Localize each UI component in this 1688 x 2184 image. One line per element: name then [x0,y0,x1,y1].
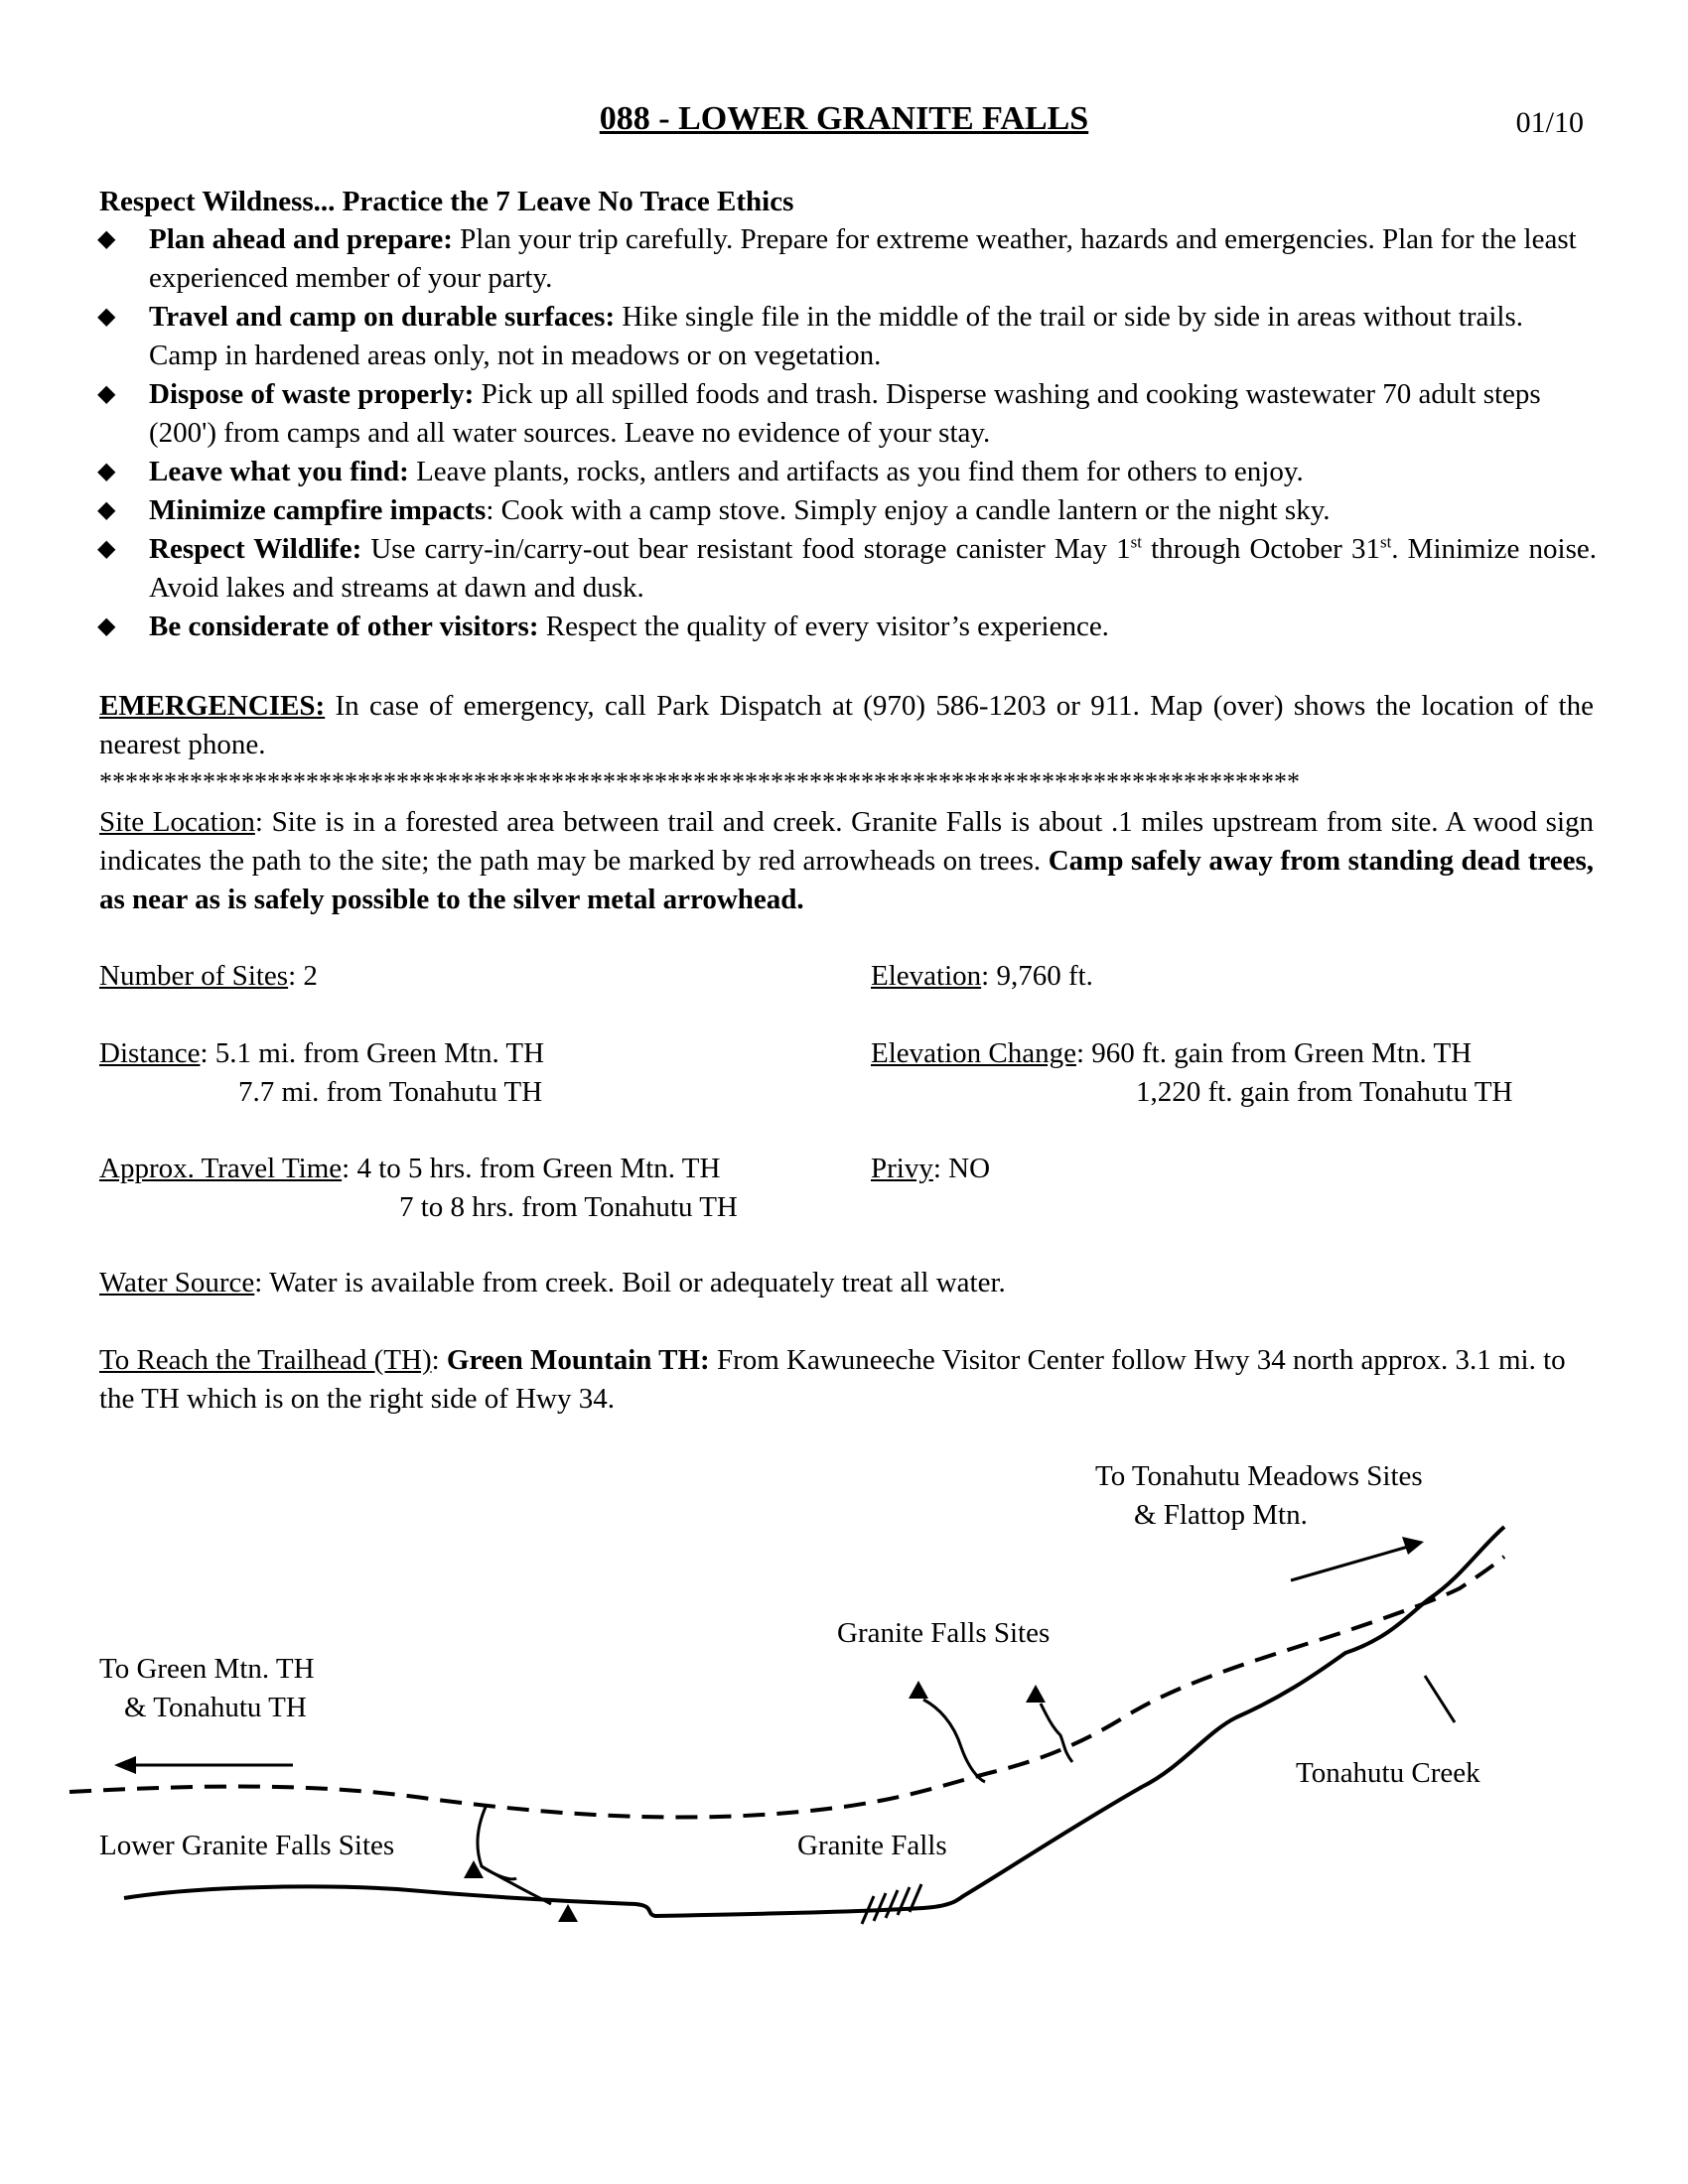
lnt-item-label: Plan ahead and prepare: [149,223,453,255]
lnt-item-label: Be considerate of other visitors: [149,611,539,642]
arrow-left-icon [114,1756,293,1774]
diamond-bullet-icon: ◆ [97,614,116,639]
lnt-item-label: Respect Wildlife: [149,533,362,565]
revision-date: 01/10 [1515,106,1584,139]
diamond-bullet-icon: ◆ [97,497,116,523]
lnt-list [97,220,1597,646]
num-sites-label: Number of Sites [99,960,289,992]
lower-granite-falls-sites-label: Lower Granite Falls Sites [99,1830,395,1861]
lnt-item-label: Travel and camp on durable surfaces: [149,301,616,333]
distance-label: Distance [99,1037,201,1069]
lnt-item-text: Respect the quality of every visitor’s experience. [538,611,1109,642]
tonahutu-creek-label: Tonahutu Creek [1296,1757,1480,1789]
privy-value: : NO [932,1153,991,1184]
site-location-text: : Site is in a forested area between trail and creek. Granite Falls is about .1 miles upstream from site. A wood sign indicates the path to the site; the path may be marked by red arrowheads on trees. [99,806,1594,877]
diamond-bullet-icon: ◆ [97,459,116,484]
lnt-item-text: Plan your trip carefully. Prepare for extreme weather, hazards and emergencies. Plan for the least experienced member of your party. [149,223,1577,294]
reach-trailhead-label: To Reach the Trailhead (TH) [99,1344,432,1376]
campsite-triangle-icon [1026,1685,1046,1703]
lnt-item [97,491,1597,530]
water-source-label: Water Source [99,1267,255,1298]
lnt-item [97,298,1597,375]
elevation-change-label: Elevation Change [871,1037,1076,1069]
travel-time-label: Approx. Travel Time [99,1153,343,1184]
distance-line1: : 5.1 mi. from Green Mtn. TH [200,1037,545,1069]
privy-field [871,1150,990,1188]
campsite-triangle-icon [909,1681,928,1699]
water-source-value: : Water is available from creek. Boil or adequately treat all water. [254,1267,1006,1298]
elevation-change-line2: 1,220 ft. gain from Tonahutu TH [1136,1076,1513,1108]
distance-field [99,1034,544,1112]
travel-time-field [99,1150,738,1227]
to-tonahutu-label-line2: & Flattop Mtn. [1134,1499,1308,1531]
elevation-change-line1: : 960 ft. gain from Green Mtn. TH [1075,1037,1473,1069]
diamond-bullet-icon: ◆ [97,226,116,252]
site-location-label: Site Location [99,806,255,838]
emergencies-label: EMERGENCIES: [99,690,326,722]
lnt-heading: Respect Wildness... Practice the 7 Leave No Trace Ethics [99,186,794,217]
reach-trailhead-name: Green Mountain TH: [446,1344,710,1376]
asterisk-divider: ********************************************************************************************* [99,767,1300,796]
lnt-item-text: Hike single file in the middle of the trail or side by side in areas without trails. Camp in hardened areas only, not in meadows or on vegetation. [149,301,1524,371]
reach-trailhead-text: From Kawuneeche Visitor Center follow Hwy 34 north approx. 3.1 mi. to the TH which is on the right side of Hwy 34. [99,1344,1566,1415]
diamond-bullet-icon: ◆ [97,304,116,330]
to-green-mtn-label: To Green Mtn. TH [99,1653,315,1685]
lnt-item-label: Leave what you find: [149,456,409,487]
elevation-field [871,957,1093,996]
lnt-item [97,220,1597,298]
page-title: 088 - LOWER GRANITE FALLS [599,100,1089,137]
privy-label: Privy [871,1153,933,1184]
lnt-item-text: Pick up all spilled foods and trash. Disperse washing and cooking wastewater 70 adult steps (200') from camps and all water sources. Leave no evidence of your stay. [149,378,1541,449]
lnt-item-text: Leave plants, rocks, antlers and artifacts as you find them for others to enjoy. [408,456,1304,487]
lnt-item [97,453,1597,491]
lnt-item-text: : Cook with a camp stove. Simply enjoy a candle lantern or the night sky. [486,494,1331,526]
site-location-paragraph [99,803,1594,919]
reach-trailhead-colon: : [431,1344,447,1376]
diamond-bullet-icon: ◆ [97,381,116,407]
elevation-change-field [871,1034,1513,1112]
lnt-item [97,375,1597,453]
lnt-item-label: Minimize campfire impacts [149,494,487,526]
emergencies-text: In case of emergency, call Park Dispatch at (970) 586-1203 or 911. Map (over) shows the location of the nearest phone. [99,690,1594,760]
upper-site-spur [923,1700,985,1782]
site-location-warning: Camp safely away from standing dead trees, as near as is safely possible to the silver metal arrowhead. [99,845,1594,915]
reach-trailhead-paragraph [99,1341,1594,1419]
lnt-item-text: through October 31 [1142,533,1380,565]
creek-leader-line [1425,1676,1455,1722]
emergencies-paragraph [99,687,1594,764]
granite-falls-label: Granite Falls [797,1830,947,1861]
to-green-mtn-label-line2: & Tonahutu TH [124,1692,307,1723]
travel-time-line1: : 4 to 5 hrs. from Green Mtn. TH [342,1153,721,1184]
distance-line2: 7.7 mi. from Tonahutu TH [238,1076,543,1108]
to-tonahutu-label: To Tonahutu Meadows Sites [1095,1460,1423,1492]
ordinal-suffix: st [1130,532,1143,552]
arrow-right-icon [1291,1537,1424,1580]
lnt-item [97,608,1597,646]
lnt-item-label: Dispose of waste properly: [149,378,475,410]
trail-map-drawing [0,1430,1688,2045]
num-sites-field [99,957,318,996]
water-source-field [99,1264,1006,1302]
travel-time-line2: 7 to 8 hrs. from Tonahutu TH [399,1191,738,1223]
lnt-item [97,530,1597,608]
lnt-item-text: . Minimize noise. Avoid lakes and streams at dawn and dusk. [149,533,1597,604]
campsite-triangle-icon [558,1904,578,1922]
lnt-item-text: Use carry-in/carry-out bear resistant food storage canister May 1 [361,533,1131,565]
num-sites-value: : 2 [288,960,318,992]
ordinal-suffix: st [1379,532,1392,552]
elevation-value: : 9,760 ft. [981,960,1093,992]
granite-falls-sites-label: Granite Falls Sites [837,1617,1051,1649]
falls-hatch-icon [862,1884,921,1924]
diamond-bullet-icon: ◆ [97,536,116,562]
trail-map [0,1430,1688,2045]
elevation-label: Elevation [871,960,982,992]
